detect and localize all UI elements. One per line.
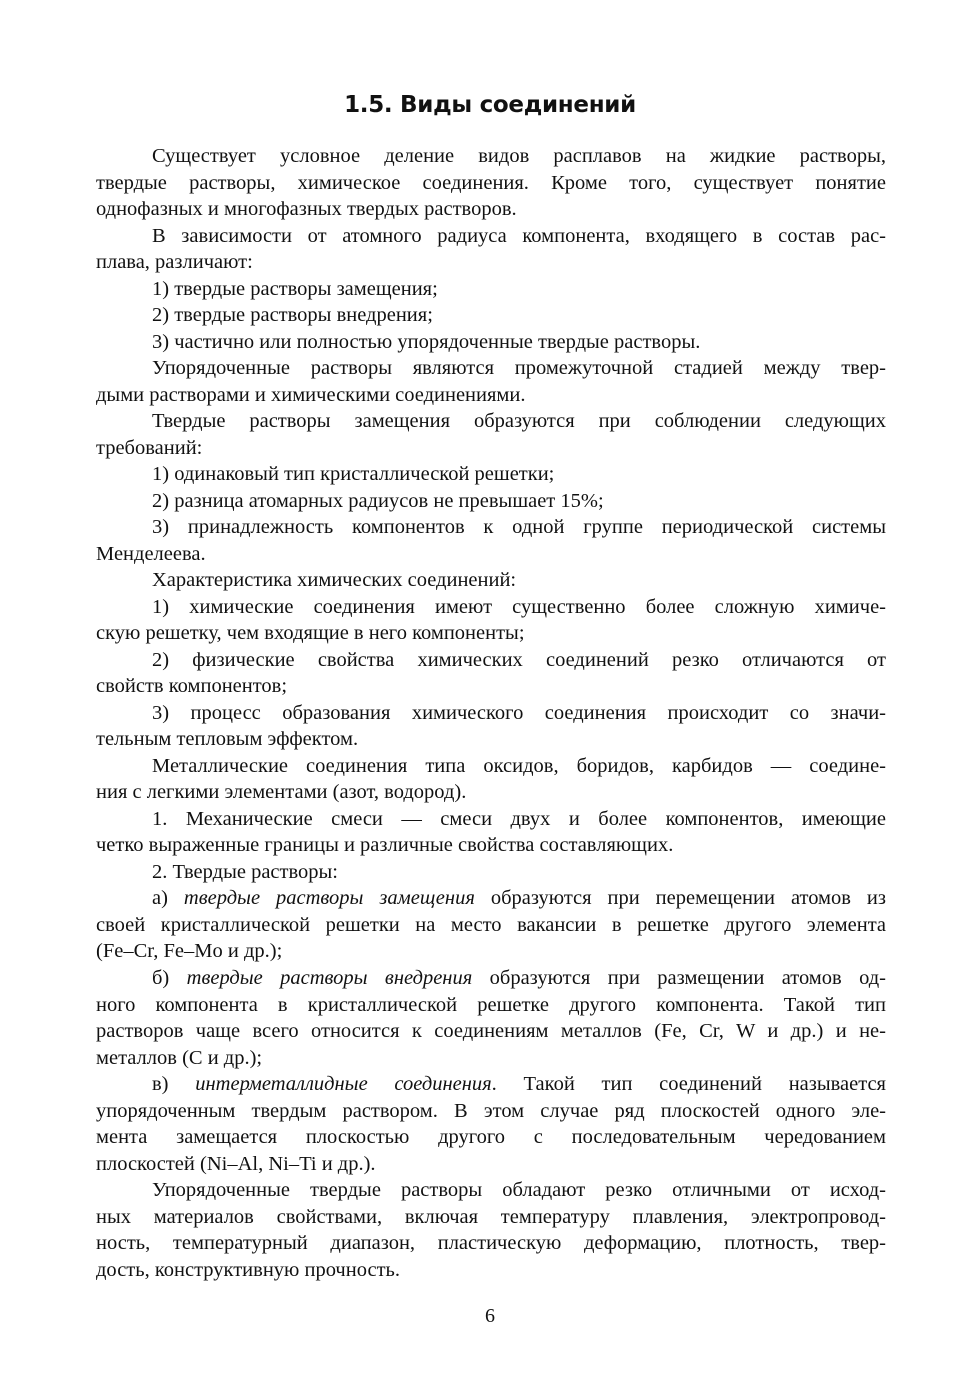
text-segment: требований:: [96, 436, 203, 459]
text-segment: ность, температурный диапазон, пластическую деформацию, плотность, твер-: [96, 1232, 886, 1255]
text-segment: 3) процесс образования химического соединения происходит со значи-: [152, 701, 886, 724]
text-segment: 1. Механические смеси — смеси двух и более компонентов, имеющие: [152, 807, 886, 830]
text-segment: дыми растворами и химическими соединениями.: [96, 383, 526, 406]
paragraph: [96, 223, 886, 276]
text-segment: четко выраженные границы и различные свойства составляющих.: [96, 834, 674, 857]
paragraph: [96, 859, 886, 886]
text-line: [96, 700, 886, 727]
text-line: [96, 1018, 886, 1045]
text-segment: б): [152, 966, 187, 989]
text-segment: растворов чаще всего относится к соединениям металлов (Fe, Cr, W и др.) и не-: [96, 1020, 886, 1043]
text-line: [96, 859, 886, 886]
paragraph: [96, 806, 886, 859]
text-line: [96, 435, 886, 462]
text-segment: тельным тепловым эффектом.: [96, 728, 359, 751]
text-segment: 2) разница атомарных радиусов не превышает 15%;: [152, 489, 604, 512]
paragraph: [96, 461, 886, 488]
text-line: [96, 143, 886, 170]
text-line: [96, 779, 886, 806]
text-line: [96, 885, 886, 912]
text-segment: в): [152, 1073, 196, 1096]
text-segment: Упорядоченные твердые растворы обладают резко отличными от исход-: [152, 1179, 886, 1202]
text-line: [96, 196, 886, 223]
italic-term: твердые растворы внедрения: [186, 966, 473, 989]
text-line: [96, 594, 886, 621]
text-line: [96, 514, 886, 541]
text-line: [96, 567, 886, 594]
text-line: [96, 408, 886, 435]
text-segment: В зависимости от атомного радиуса компонента, входящего в состав рас-: [152, 224, 886, 247]
text-segment: ния с легкими элементами (азот, водород).: [96, 781, 467, 804]
paragraph: [96, 329, 886, 356]
text-line: [96, 1045, 886, 1072]
text-segment: 1) одинаковый тип кристаллической решетки;: [152, 463, 555, 486]
text-segment: Твердые растворы замещения образуются при соблюдении следующих: [152, 410, 886, 433]
paragraph: [96, 514, 886, 567]
text-line: [96, 806, 886, 833]
text-segment: . Такой тип соединений называется: [491, 1073, 886, 1096]
paragraph: [96, 408, 886, 461]
text-segment: 2) физические свойства химических соединений резко отличаются от: [152, 648, 886, 671]
text-line: [96, 223, 886, 250]
text-segment: своей кристаллической решетки на место вакансии в решетке другого элемента: [96, 913, 886, 936]
text-line: [96, 461, 886, 488]
text-line: [96, 276, 886, 303]
italic-term: твердые растворы замещения: [183, 887, 475, 910]
text-line: [96, 488, 886, 515]
text-segment: твердые растворы, химическое соединения. Кроме того, существует понятие: [96, 171, 886, 194]
text-segment: однофазных и многофазных твердых растворов.: [96, 198, 517, 221]
paragraph: [96, 885, 886, 965]
text-line: [96, 753, 886, 780]
text-segment: образуются при перемещении атомов из: [474, 887, 886, 910]
text-line: [96, 992, 886, 1019]
paragraph: [96, 1177, 886, 1283]
text-segment: мента замещается плоскостью другого с последовательным чередованием: [96, 1126, 886, 1149]
text-segment: 2. Твердые растворы:: [152, 860, 338, 883]
text-line: [96, 726, 886, 753]
text-line: [96, 647, 886, 674]
text-segment: Упорядоченные растворы являются промежуточной стадией между твер-: [152, 357, 886, 380]
text-line: [96, 170, 886, 197]
document-body: [96, 143, 886, 1283]
paragraph: [96, 647, 886, 700]
text-line: [96, 302, 886, 329]
paragraph: [96, 302, 886, 329]
section-title: 1.5. Виды соединений: [344, 92, 636, 118]
text-segment: ных материалов свойствами, включая температуру плавления, электропровод-: [96, 1205, 886, 1228]
text-line: [96, 1124, 886, 1151]
text-line: [96, 1204, 886, 1231]
text-line: [96, 938, 886, 965]
text-line: [96, 355, 886, 382]
text-line: [96, 1071, 886, 1098]
text-segment: Менделеева.: [96, 542, 206, 565]
text-segment: Существует условное деление видов расплавов на жидкие растворы,: [152, 145, 886, 167]
paragraph: [96, 488, 886, 515]
text-segment: 1) химические соединения имеют существенно более сложную химиче-: [152, 595, 886, 618]
text-segment: упорядоченным твердым раствором. В этом случае ряд плоскостей одного эле-: [96, 1099, 886, 1122]
text-segment: дость, конструктивную прочность.: [96, 1258, 400, 1281]
text-line: [96, 541, 886, 568]
text-line: [96, 1230, 886, 1257]
paragraph: [96, 965, 886, 1071]
text-segment: Характеристика химических соединений:: [152, 569, 517, 592]
paragraph: [96, 700, 886, 753]
text-segment: металлов (С и др.);: [96, 1046, 263, 1069]
text-segment: (Fe–Cr, Fe–Mo и др.);: [96, 940, 283, 963]
page-number: 6: [485, 1305, 495, 1327]
text-line: [96, 1151, 886, 1178]
text-line: [96, 1177, 886, 1204]
paragraph: [96, 567, 886, 594]
italic-term: интерметаллидные соединения: [195, 1073, 492, 1096]
text-line: [96, 1098, 886, 1125]
text-line: [96, 912, 886, 939]
text-segment: 2) твердые растворы внедрения;: [152, 304, 433, 327]
text-segment: плоскостей (Ni–Al, Ni–Ti и др.).: [96, 1152, 376, 1175]
text-segment: ного компонента в кристаллической решетке другого компонента. Такой тип: [96, 993, 886, 1016]
text-line: [96, 965, 886, 992]
text-line: [96, 249, 886, 276]
paragraph: [96, 143, 886, 223]
text-line: [96, 832, 886, 859]
text-line: [96, 620, 886, 647]
text-segment: плава, различают:: [96, 251, 253, 274]
paragraph: [96, 753, 886, 806]
text-segment: 3) принадлежность компонентов к одной группе периодической системы: [152, 516, 886, 539]
text-segment: а): [152, 887, 184, 910]
text-segment: свойств компонентов;: [96, 675, 288, 698]
text-line: [96, 329, 886, 356]
text-line: [96, 1257, 886, 1284]
text-line: [96, 673, 886, 700]
text-segment: 1) твердые растворы замещения;: [152, 277, 438, 300]
text-segment: скую решетку, чем входящие в него компоненты;: [96, 622, 525, 645]
paragraph: [96, 276, 886, 303]
text-segment: Металлические соединения типа оксидов, боридов, карбидов — соедине-: [152, 754, 886, 777]
paragraph: [96, 594, 886, 647]
text-segment: образуются при размещении атомов од-: [472, 966, 886, 989]
paragraph: [96, 1071, 886, 1177]
text-segment: 3) частично или полностью упорядоченные твердые растворы.: [152, 330, 701, 353]
text-line: [96, 382, 886, 409]
paragraph: [96, 355, 886, 408]
